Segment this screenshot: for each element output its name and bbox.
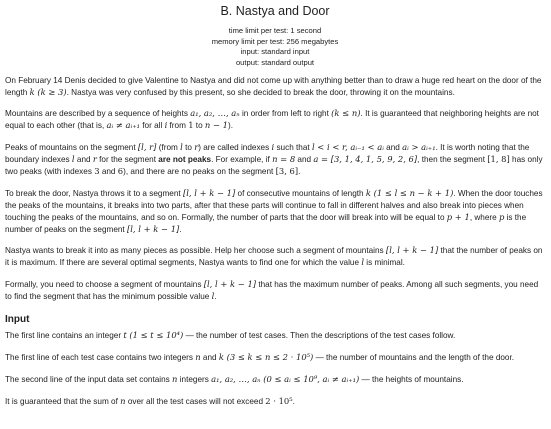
text: To break the door, Nastya throws it to a segment (5, 189, 183, 199)
formula: k (1 ≤ l ≤ n − k + 1) (365, 188, 454, 199)
text: . When the door touches the peaks of the mountains, it breaks into two parts, after that these parts will continue to fall in different halves and also break into pieces when touching the peaks of the mountains, and so on. Formally, the number of parts that the door will break into will be equal to (5, 189, 543, 222)
text: for the segment (96, 155, 159, 165)
formula: 1 (188, 120, 194, 131)
formula: [1, 8] (487, 154, 510, 165)
formula: t (1 ≤ t ≤ 10⁴) (123, 330, 184, 341)
formula: n = 8 (272, 154, 296, 165)
formula: n (195, 352, 201, 363)
text: and (295, 155, 314, 165)
problem-title: B. Nastya and Door (220, 4, 330, 18)
text: — the heights of mountains. (359, 375, 464, 385)
input-paragraph-3 (5, 374, 545, 386)
text: has only two peaks (with indexes (5, 155, 543, 177)
formula: n (120, 396, 126, 407)
text: in order from left to right (239, 109, 332, 119)
formula: 6 (117, 166, 124, 177)
text: to (182, 143, 195, 153)
time-limit: time limit per test: 1 second (228, 25, 322, 35)
formula: r (92, 154, 97, 165)
formula: [l, l + k − 1] (203, 279, 257, 290)
problem-statement (0, 3, 551, 408)
formula: 2 · 10⁵ (265, 396, 293, 407)
emphasis: are not peaks (158, 155, 212, 165)
text: — the number of mountains and the length of the door. (313, 353, 515, 363)
input-paragraph-2 (5, 352, 545, 364)
formula: l (71, 154, 75, 165)
text: On February 14 Denis decided to give Valentine to Nastya and did not come up with anything better than to draw a huge red heart on the door of the length (5, 75, 542, 97)
text: and (200, 353, 219, 363)
text: . (298, 167, 301, 177)
text: The first line contains an integer (5, 331, 124, 341)
formula: l (180, 142, 183, 153)
text: . Nastya was very confused by this present, so she decided to break the door, throwing it on the mountains. (66, 87, 455, 97)
text: Mountains are described by a sequence of heights (5, 109, 191, 119)
formula: [l, l + k − 1] (126, 223, 180, 234)
output-spec: output: standard output (235, 58, 315, 68)
text: is minimal. (364, 258, 405, 268)
formula: a = [3, 1, 4, 1, 5, 9, 2, 6] (313, 154, 418, 165)
text: to (193, 121, 205, 131)
legend-paragraph-5 (5, 245, 545, 269)
text: . (292, 397, 295, 407)
text: . It is guaranteed that neighboring heights are not equal to each other (that is, (5, 109, 539, 131)
formula: l (361, 257, 364, 268)
legend-paragraph-3 (5, 142, 545, 178)
input-paragraph-4 (5, 396, 545, 408)
text: (from (156, 143, 181, 153)
input-section-header: Input (5, 314, 30, 326)
text: , then the segment (417, 155, 488, 165)
formula: [l, l + k − 1] (182, 188, 236, 199)
text: over all the test cases will not exceed (125, 397, 266, 407)
legend-paragraph-4 (5, 188, 545, 235)
formula: a₁, a₂, …, aₙ (0 ≤ aᵢ ≤ 10⁹, aᵢ ≠ aᵢ₊₁) (211, 374, 360, 385)
formula: i (271, 142, 275, 153)
formula: k (k ≥ 3) (29, 86, 67, 97)
formula: aᵢ > aᵢ₊₁ (402, 142, 436, 153)
formula: r (194, 142, 199, 153)
text: and (99, 167, 118, 177)
problem-limits (5, 26, 545, 69)
text: ), and there are no peaks on the segment (123, 167, 276, 177)
memory-limit: memory limit per test: 256 megabytes (211, 36, 339, 46)
text: of consecutive mountains of length (235, 189, 366, 199)
text: is the number of peaks on the segment (5, 212, 527, 234)
text: integers (177, 375, 212, 385)
formula: aᵢ ≠ aᵢ₊₁ (106, 120, 140, 131)
formula: l (211, 291, 215, 302)
text: . (214, 292, 217, 302)
input-paragraph-1 (5, 330, 545, 342)
text: Peaks of mountains on the segment (5, 143, 138, 153)
formula: [l, l + k − 1] (385, 245, 439, 256)
formula: n (172, 374, 178, 385)
legend-paragraph-2 (5, 108, 545, 132)
text: It is guaranteed that the sum of (5, 397, 121, 407)
text: Formally, you need to choose a segment of mountains (5, 280, 204, 290)
formula: a₁, a₂, …, aₙ (190, 108, 240, 119)
formula: i (164, 120, 168, 131)
text: and (74, 155, 93, 165)
text: and (383, 143, 403, 153)
formula: (k ≤ n) (331, 108, 361, 119)
text: ). (228, 121, 234, 131)
text: . For example, if (211, 155, 273, 165)
text: The second line of the input data set contains (5, 375, 173, 385)
text: The first line of each test case contains two integers (5, 353, 196, 363)
text: , where (469, 212, 499, 222)
text: . It is worth noting that the boundary indexes (5, 143, 530, 165)
text: such that (274, 143, 312, 153)
formula: p + 1 (446, 211, 470, 222)
text: that the number of peaks on it is maximum. If there are several optimal segments, Nastya wants to find one for which the value (5, 246, 543, 268)
formula: 3 (94, 166, 100, 177)
formula: k (3 ≤ k ≤ n ≤ 2 · 10⁵) (218, 352, 314, 363)
text: — the number of test cases. Then the descriptions of the test cases follow. (183, 331, 456, 341)
text: Nastya wants to break it into as many pieces as possible. Help her choose such a segment of mountains (5, 246, 386, 256)
input-spec: input: standard input (240, 47, 310, 57)
legend-paragraph-1 (5, 75, 545, 99)
text: from (167, 121, 189, 131)
text: ) are called indexes (198, 143, 272, 153)
formula: p (498, 211, 505, 222)
text: that has the maximum number of peaks. Among all such segments, you need to find the segment that has the minimum possible value (5, 280, 539, 302)
text: for all (139, 121, 165, 131)
legend-paragraph-6 (5, 279, 545, 303)
text: . (179, 224, 182, 234)
formula: [l, r] (137, 142, 157, 153)
formula: l < i < r, aᵢ₋₁ < aᵢ (311, 142, 384, 153)
formula: n − 1 (204, 120, 228, 131)
formula: [3, 6] (275, 166, 299, 177)
